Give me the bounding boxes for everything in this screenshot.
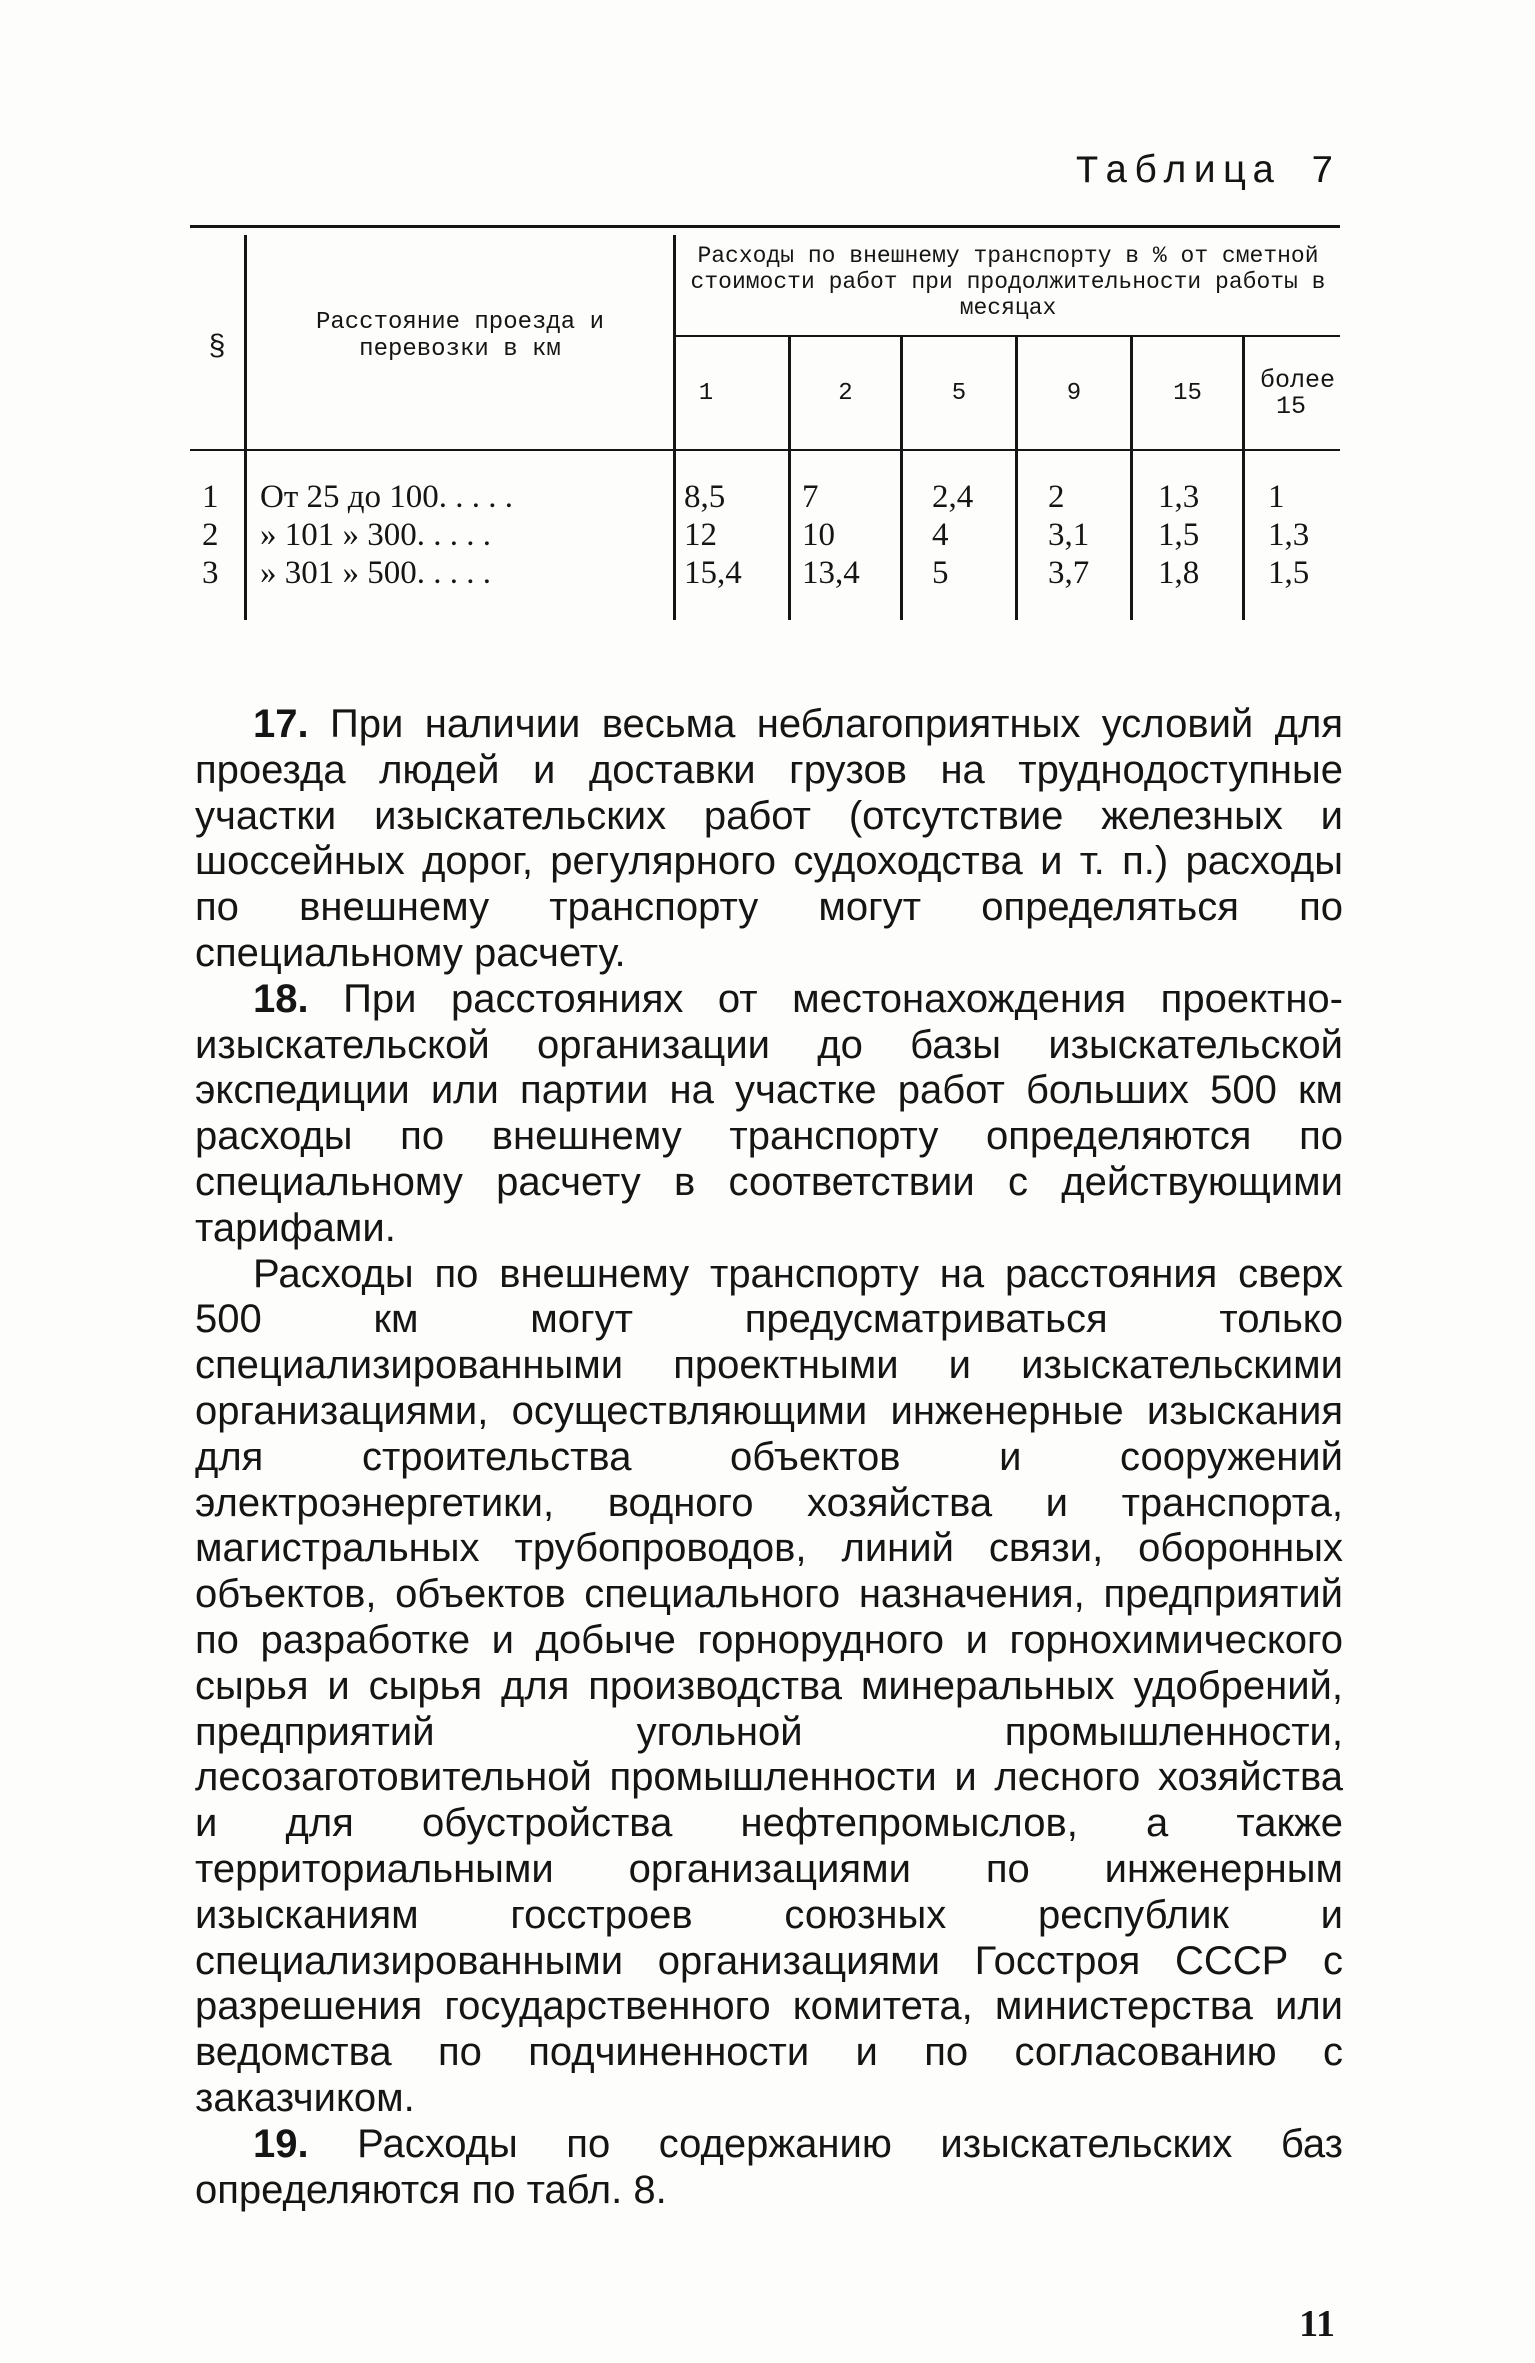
- header-bottom-rule: [190, 449, 1340, 451]
- header-month-2: 2: [838, 380, 853, 407]
- header-distance: Расстояние проезда и перевозки в км: [315, 309, 605, 363]
- value-cell: 5: [932, 555, 949, 591]
- paragraph-text: При расстояниях от местонахождения проектно-изыскательской организации до базы изыскательской экспедиции или партии на участке работ больших 500 км расходы по внешнему транспорту определяются по специальному расчету в соответствии с действующими тарифами.: [195, 976, 1343, 1250]
- value-cell: 4: [932, 517, 949, 553]
- row-distance: » 301 » 500. . . . .: [260, 555, 491, 591]
- row-numbers-column: [202, 478, 219, 592]
- month-1-column: [684, 478, 742, 592]
- paragraph-number: 17.: [253, 702, 309, 746]
- value-cell: 1,5: [1268, 555, 1310, 591]
- value-cell: 1: [1268, 479, 1285, 515]
- table-top-rule: [190, 225, 1340, 228]
- paragraph-number: 19.: [253, 2121, 309, 2166]
- row-number: 1: [202, 479, 219, 515]
- paragraph-17: [195, 702, 1343, 977]
- row-distance: » 101 » 300. . . . .: [260, 517, 491, 553]
- row-number: 2: [202, 517, 219, 553]
- value-cell: 10: [802, 517, 835, 553]
- value-cell: 1,3: [1158, 479, 1200, 515]
- body-text: [195, 702, 1343, 2213]
- header-month-15: 15: [1173, 380, 1202, 407]
- header-group-rule: [674, 335, 1340, 337]
- month-9-column: [1048, 478, 1089, 592]
- month-2-column: [802, 478, 860, 592]
- paragraph-number: 18.: [253, 976, 309, 1021]
- header-section-symbol: §: [207, 331, 226, 365]
- value-cell: 13,4: [802, 555, 860, 591]
- paragraph-19: [195, 2122, 1343, 2214]
- cost-table: [190, 225, 1340, 625]
- header-month-5: 5: [951, 380, 967, 407]
- table-caption: Таблица 7: [1075, 150, 1340, 194]
- paragraph-18: [195, 977, 1343, 1252]
- value-cell: 7: [802, 479, 819, 515]
- value-cell: 12: [684, 517, 717, 553]
- value-cell: 2,4: [932, 479, 974, 515]
- header-costs-group: Расходы по внешнему транспорту в % от сметной стоимости работ при продолжительности работы в месяцах: [690, 243, 1326, 321]
- header-month-1: 1: [698, 380, 714, 407]
- page-number: 11: [1299, 2303, 1335, 2345]
- value-cell: 3,7: [1048, 555, 1090, 591]
- paragraph-text: Расходы по содержанию изыскательских баз определяются по табл. 8.: [195, 2121, 1344, 2212]
- paragraph-text: При наличии весьма неблагоприятных условий для проезда людей и доставки грузов на труднодоступные участки изыскательских работ (отсутствие железных и шоссейных дорог, регулярного судоходства и т. п.) расходы по внешнему транспорту могут определяться по специальному расчету.: [195, 702, 1343, 975]
- paragraph-18-continued: [195, 1252, 1343, 2122]
- value-cell: 15,4: [684, 555, 742, 591]
- header-month-9: 9: [1066, 380, 1082, 407]
- header-month-more-15: более 15: [1260, 366, 1336, 421]
- month-15-column: [1158, 478, 1199, 592]
- value-cell: 8,5: [684, 479, 726, 515]
- value-cell: 1,5: [1158, 517, 1200, 553]
- month-5-column: [932, 478, 973, 592]
- col-divider: [244, 235, 247, 620]
- paragraph-text: Расходы по внешнему транспорту на расстояния сверх 500 км могут предусматриваться только специализированными проектными и изыскательскими организациями, осуществляющими инженерные изыскания для строительства объектов и сооружений электроэнергетики, водного хозяйства и транспорта, магистральных трубопроводов, линий связи, оборонных объектов, объектов специального назначения, предприятий по разработке и добыче горнорудного и горнохимического сырья и сырья для производства минеральных удобрений, предприятий угольной промышленности, лесозаготовительной промышленности и лесного хозяйства и для обустройства нефтепромыслов, а также территориальными организациями по инженерным изысканиям госстроев союзных республик и специализированными организациями Госстроя СССР с разрешения государственного комитета, министерства или ведомства по подчиненности и по согласованию с заказчиком.: [195, 1251, 1343, 2120]
- value-cell: 1,8: [1158, 555, 1200, 591]
- row-number: 3: [202, 555, 219, 591]
- value-cell: 2: [1048, 479, 1065, 515]
- col-divider: [1242, 337, 1245, 620]
- col-divider: [673, 235, 676, 620]
- row-distance: От 25 до 100. . . . .: [260, 479, 514, 515]
- value-cell: 1,3: [1268, 517, 1310, 553]
- month-more-15-column: [1268, 478, 1309, 592]
- distance-column: [260, 478, 513, 592]
- value-cell: 3,1: [1048, 517, 1090, 553]
